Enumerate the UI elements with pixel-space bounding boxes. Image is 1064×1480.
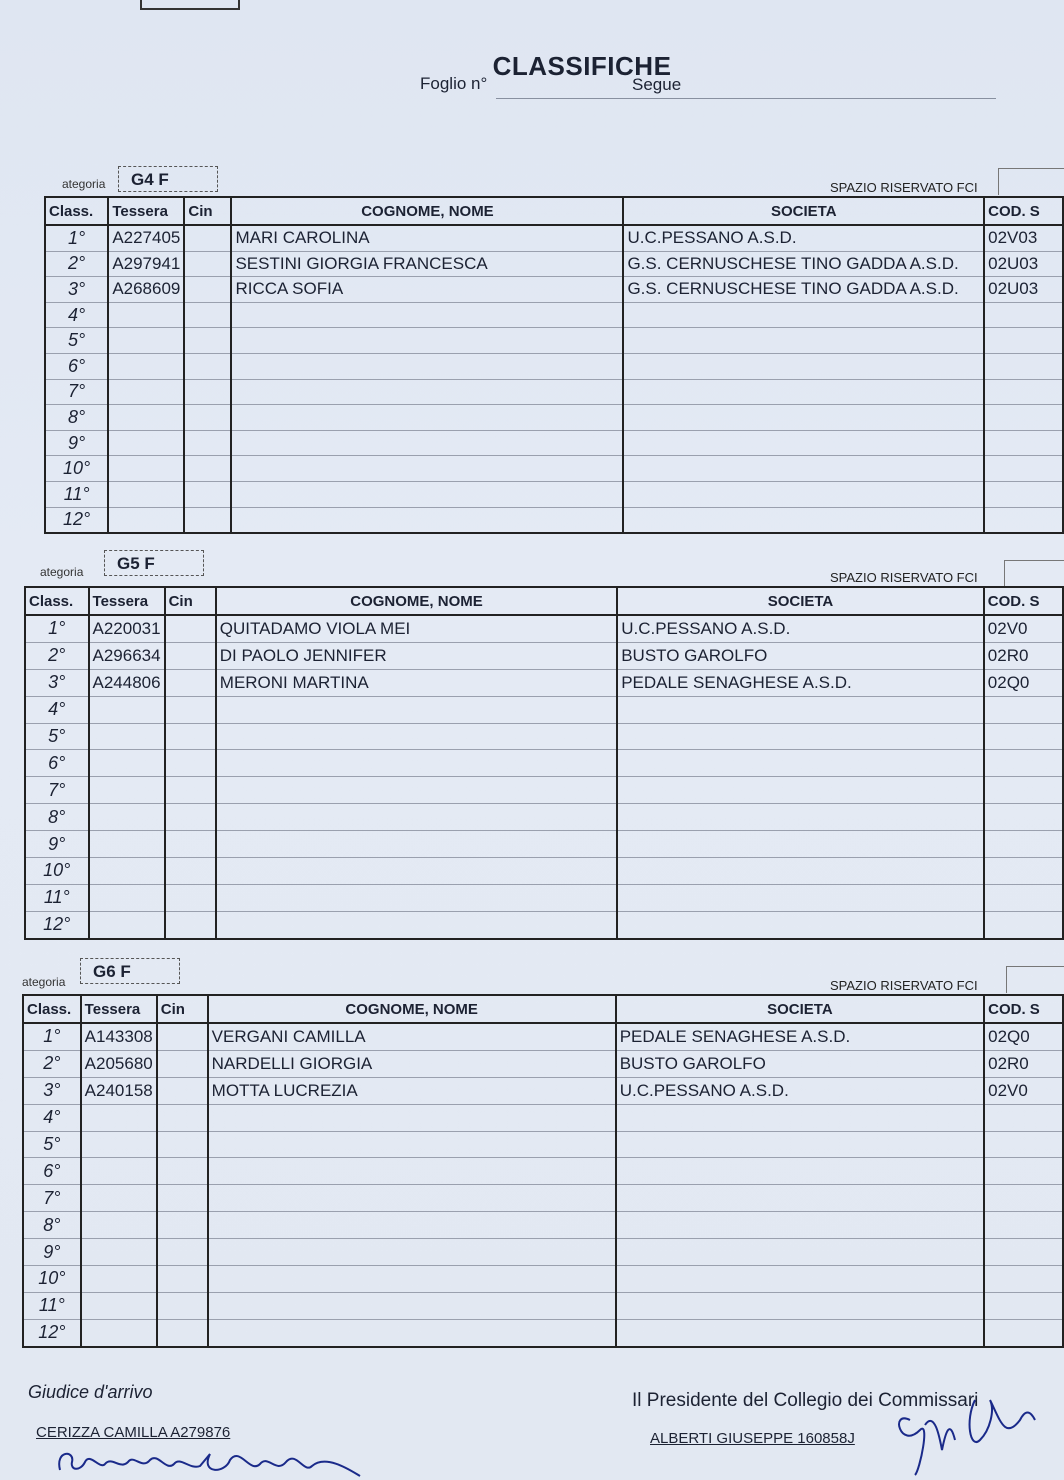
table-row [25,642,1063,669]
cin-cell [184,405,231,431]
cin-cell [165,804,216,831]
cod-cell [984,405,1063,431]
name-cell [231,328,623,354]
tessera-cell [108,405,184,431]
tessera-cell [108,353,184,379]
societa-cell [623,353,984,379]
societa-cell [617,777,984,804]
table-row [25,911,1063,938]
name-cell: MERONI MARTINA [216,669,617,696]
cin-cell [165,669,216,696]
position-cell: 8° [25,804,89,831]
cod-cell: 02U03 [984,277,1063,303]
position-cell: 5° [45,328,108,354]
societa-cell [616,1158,984,1185]
tessera-cell: A297941 [108,251,184,277]
societa-cell [623,481,984,507]
cin-cell [184,251,231,277]
position-cell: 9° [45,430,108,456]
cin-cell [157,1104,208,1131]
position-cell: 8° [45,405,108,431]
name-cell [208,1212,616,1239]
table-row [23,1292,1063,1319]
position-cell: 11° [25,884,89,911]
societa-cell [616,1319,984,1346]
tessera-cell [108,328,184,354]
table-row [45,225,1063,251]
position-cell: 2° [25,642,89,669]
cod-cell [984,1185,1063,1212]
tessera-cell [81,1266,157,1293]
table-row [25,884,1063,911]
societa-cell: PEDALE SENAGHESE A.S.D. [616,1023,984,1050]
fci-reserved-box [1004,560,1064,587]
tessera-cell: A244806 [89,669,165,696]
position-cell: 6° [25,750,89,777]
cin-cell [165,831,216,858]
name-cell [208,1185,616,1212]
segue-label: Segue [632,75,682,94]
tessera-cell [89,804,165,831]
tessera-cell: A205680 [81,1050,157,1077]
header-tessera: Tessera [81,995,157,1023]
table-row [23,1319,1063,1346]
fci-reserved-box [1006,966,1064,993]
position-cell: 12° [25,911,89,938]
tessera-cell: A240158 [81,1077,157,1104]
tessera-cell: A268609 [108,277,184,303]
cod-cell: 02V0 [984,615,1063,642]
position-cell: 10° [45,456,108,482]
cin-cell [157,1158,208,1185]
position-cell: 2° [23,1050,81,1077]
position-cell: 7° [45,379,108,405]
tessera-cell [89,777,165,804]
cin-cell [184,507,231,533]
cin-cell [165,750,216,777]
cod-cell [984,858,1063,885]
name-cell: QUITADAMO VIOLA MEI [216,615,617,642]
cod-cell: 02V03 [984,225,1063,251]
category-value: G6 F [80,958,180,984]
presidente-name: ALBERTI GIUSEPPE 160858J [650,1430,855,1447]
position-cell: 6° [23,1158,81,1185]
giudice-label: Giudice d'arrivo [28,1382,153,1402]
cod-cell [984,507,1063,533]
table-row [23,1104,1063,1131]
societa-cell [617,911,984,938]
name-cell [208,1131,616,1158]
table-row [25,777,1063,804]
category-label: ategoria [40,565,84,579]
position-cell: 10° [23,1266,81,1293]
position-cell: 7° [23,1185,81,1212]
header-societa: SOCIETA [617,587,984,615]
header-name: COGNOME, NOME [216,587,617,615]
societa-cell [623,456,984,482]
tessera-cell [81,1212,157,1239]
name-cell [208,1266,616,1293]
position-cell: 6° [45,353,108,379]
cin-cell [157,1050,208,1077]
name-cell [231,405,623,431]
cod-cell [984,1266,1063,1293]
classification-table [24,586,1064,940]
table-row [23,1158,1063,1185]
table-row [23,1212,1063,1239]
tessera-cell [108,430,184,456]
position-cell: 4° [45,302,108,328]
position-cell: 3° [45,277,108,303]
position-cell: 2° [45,251,108,277]
name-cell [231,379,623,405]
table-row [23,1239,1063,1266]
name-cell: MOTTA LUCREZIA [208,1077,616,1104]
cod-cell [984,1319,1063,1346]
table-row [23,1131,1063,1158]
tessera-cell: A143308 [81,1023,157,1050]
table-row [25,669,1063,696]
tessera-cell: A296634 [89,642,165,669]
cin-cell [157,1131,208,1158]
tessera-cell [89,750,165,777]
societa-cell [623,328,984,354]
cin-cell [165,642,216,669]
giudice-signature [50,1440,370,1480]
cod-cell: 02R0 [984,642,1063,669]
tessera-cell [81,1104,157,1131]
cin-cell [184,277,231,303]
societa-cell [617,750,984,777]
name-cell: MARI CAROLINA [231,225,623,251]
cin-cell [165,858,216,885]
name-cell [231,353,623,379]
tessera-cell [81,1131,157,1158]
tessera-cell [108,379,184,405]
category-value: G4 F [118,166,218,192]
cod-cell [984,379,1063,405]
table-row [23,1023,1063,1050]
cod-cell: 02Q0 [984,669,1063,696]
foglio-line [496,98,996,99]
cod-cell: 02V0 [984,1077,1063,1104]
foglio-label: Foglio n° [420,74,488,93]
cod-cell [984,456,1063,482]
giudice-name: CERIZZA CAMILLA A279876 [36,1424,231,1441]
position-cell: 7° [25,777,89,804]
name-cell [208,1104,616,1131]
header-name: COGNOME, NOME [208,995,616,1023]
position-cell: 5° [23,1131,81,1158]
societa-cell [616,1292,984,1319]
societa-cell [616,1212,984,1239]
top-reference-box [140,0,240,10]
position-cell: 11° [45,481,108,507]
cod-cell [984,750,1063,777]
name-cell [216,777,617,804]
header-tessera: Tessera [108,197,184,225]
header-cod: COD. S [984,995,1063,1023]
cod-cell [984,911,1063,938]
position-cell: 10° [25,858,89,885]
societa-cell: BUSTO GAROLFO [616,1050,984,1077]
table-row [25,696,1063,723]
cod-cell [984,777,1063,804]
classification-table [44,196,1064,534]
cin-cell [157,1077,208,1104]
table-row [25,723,1063,750]
table-row [45,456,1063,482]
table-row [45,277,1063,303]
cin-cell [165,911,216,938]
presidente-label: Il Presidente del Collegio dei Commissari [632,1390,979,1411]
cin-cell [184,353,231,379]
name-cell: DI PAOLO JENNIFER [216,642,617,669]
societa-cell [617,723,984,750]
societa-cell: U.C.PESSANO A.S.D. [617,615,984,642]
societa-cell [616,1131,984,1158]
name-cell [216,696,617,723]
header-cin: Cin [184,197,231,225]
position-cell: 11° [23,1292,81,1319]
name-cell [216,804,617,831]
table-row [25,831,1063,858]
table-row [45,430,1063,456]
tessera-cell [89,911,165,938]
societa-cell: G.S. CERNUSCHESE TINO GADDA A.S.D. [623,251,984,277]
societa-cell [623,379,984,405]
position-cell: 8° [23,1212,81,1239]
name-cell [231,430,623,456]
cin-cell [184,328,231,354]
societa-cell [617,696,984,723]
cod-cell [984,1292,1063,1319]
position-cell: 9° [23,1239,81,1266]
cin-cell [184,379,231,405]
societa-cell: U.C.PESSANO A.S.D. [616,1077,984,1104]
cod-cell [984,328,1063,354]
tessera-cell [108,456,184,482]
cod-cell [984,696,1063,723]
societa-cell [623,507,984,533]
tessera-cell [81,1158,157,1185]
tessera-cell: A220031 [89,615,165,642]
cod-cell [984,1158,1063,1185]
tessera-cell [81,1292,157,1319]
societa-cell [623,430,984,456]
name-cell: SESTINI GIORGIA FRANCESCA [231,251,623,277]
position-cell: 12° [45,507,108,533]
table-row [45,302,1063,328]
header-class: Class. [45,197,108,225]
classification-table [22,994,1064,1348]
cod-cell: 02R0 [984,1050,1063,1077]
societa-cell [617,804,984,831]
fci-reserved-label: SPAZIO RISERVATO FCI [830,978,978,993]
cin-cell [157,1023,208,1050]
societa-cell [616,1239,984,1266]
name-cell [216,750,617,777]
cod-cell [984,1239,1063,1266]
cin-cell [184,302,231,328]
position-cell: 4° [23,1104,81,1131]
category-label: ategoria [62,177,106,191]
name-cell [208,1239,616,1266]
table-row [23,1050,1063,1077]
tessera-cell [81,1185,157,1212]
name-cell [208,1292,616,1319]
cod-cell: 02Q0 [984,1023,1063,1050]
header-cin: Cin [165,587,216,615]
name-cell [216,884,617,911]
societa-cell [617,858,984,885]
header-class: Class. [23,995,81,1023]
tessera-cell [89,723,165,750]
cin-cell [165,777,216,804]
societa-cell [617,831,984,858]
societa-cell [616,1266,984,1293]
societa-cell [623,302,984,328]
cod-cell: 02U03 [984,251,1063,277]
name-cell [208,1158,616,1185]
tessera-cell [81,1239,157,1266]
table-row [23,1185,1063,1212]
fci-reserved-label: SPAZIO RISERVATO FCI [830,180,978,195]
position-cell: 3° [23,1077,81,1104]
header-name: COGNOME, NOME [231,197,623,225]
name-cell [231,481,623,507]
header-cod: COD. S [984,197,1063,225]
societa-cell [616,1104,984,1131]
cod-cell [984,723,1063,750]
table-row [45,328,1063,354]
tessera-cell [81,1319,157,1346]
name-cell [216,723,617,750]
presidente-signature [880,1380,1040,1480]
position-cell: 1° [25,615,89,642]
tessera-cell [108,481,184,507]
tessera-cell [89,858,165,885]
societa-cell: U.C.PESSANO A.S.D. [623,225,984,251]
cin-cell [165,696,216,723]
category-label: ategoria [22,975,66,989]
cin-cell [157,1212,208,1239]
header-tessera: Tessera [89,587,165,615]
table-row [45,353,1063,379]
tessera-cell [89,884,165,911]
tessera-cell [108,507,184,533]
position-cell: 1° [23,1023,81,1050]
cod-cell [984,430,1063,456]
position-cell: 12° [23,1319,81,1346]
societa-cell [616,1185,984,1212]
cod-cell [984,302,1063,328]
cin-cell [184,456,231,482]
cod-cell [984,831,1063,858]
table-row [25,804,1063,831]
name-cell: RICCA SOFIA [231,277,623,303]
societa-cell: G.S. CERNUSCHESE TINO GADDA A.S.D. [623,277,984,303]
position-cell: 1° [45,225,108,251]
name-cell [231,456,623,482]
table-row [23,1077,1063,1104]
societa-cell: PEDALE SENAGHESE A.S.D. [617,669,984,696]
cin-cell [184,225,231,251]
header-class: Class. [25,587,89,615]
page-title: CLASSIFICHE [492,51,672,82]
table-row [45,405,1063,431]
table-row [45,379,1063,405]
societa-cell: BUSTO GAROLFO [617,642,984,669]
cod-cell [984,1131,1063,1158]
position-cell: 4° [25,696,89,723]
fci-reserved-box [998,168,1064,195]
category-value: G5 F [104,550,204,576]
name-cell [216,911,617,938]
table-row [25,615,1063,642]
name-cell: NARDELLI GIORGIA [208,1050,616,1077]
tessera-cell [108,302,184,328]
fci-reserved-label: SPAZIO RISERVATO FCI [830,570,978,585]
cod-cell [984,884,1063,911]
table-row [25,750,1063,777]
cin-cell [165,615,216,642]
header-societa: SOCIETA [616,995,984,1023]
table-row [23,1266,1063,1293]
table-row [45,251,1063,277]
cod-cell [984,353,1063,379]
tessera-cell [89,696,165,723]
cod-cell [984,1104,1063,1131]
cin-cell [184,481,231,507]
position-cell: 5° [25,723,89,750]
societa-cell [623,405,984,431]
header-societa: SOCIETA [623,197,984,225]
position-cell: 9° [25,831,89,858]
name-cell [216,831,617,858]
cin-cell [184,430,231,456]
table-row [45,507,1063,533]
cin-cell [157,1185,208,1212]
name-cell: VERGANI CAMILLA [208,1023,616,1050]
tessera-cell: A227405 [108,225,184,251]
name-cell [208,1319,616,1346]
header-cin: Cin [157,995,208,1023]
cin-cell [157,1266,208,1293]
cod-cell [984,1212,1063,1239]
cin-cell [157,1239,208,1266]
position-cell: 3° [25,669,89,696]
cin-cell [157,1319,208,1346]
tessera-cell [89,831,165,858]
cin-cell [165,723,216,750]
cod-cell [984,481,1063,507]
societa-cell [617,884,984,911]
name-cell [216,858,617,885]
name-cell [231,302,623,328]
name-cell [231,507,623,533]
cin-cell [157,1292,208,1319]
cod-cell [984,804,1063,831]
header-cod: COD. S [984,587,1063,615]
table-row [25,858,1063,885]
cin-cell [165,884,216,911]
table-row [45,481,1063,507]
